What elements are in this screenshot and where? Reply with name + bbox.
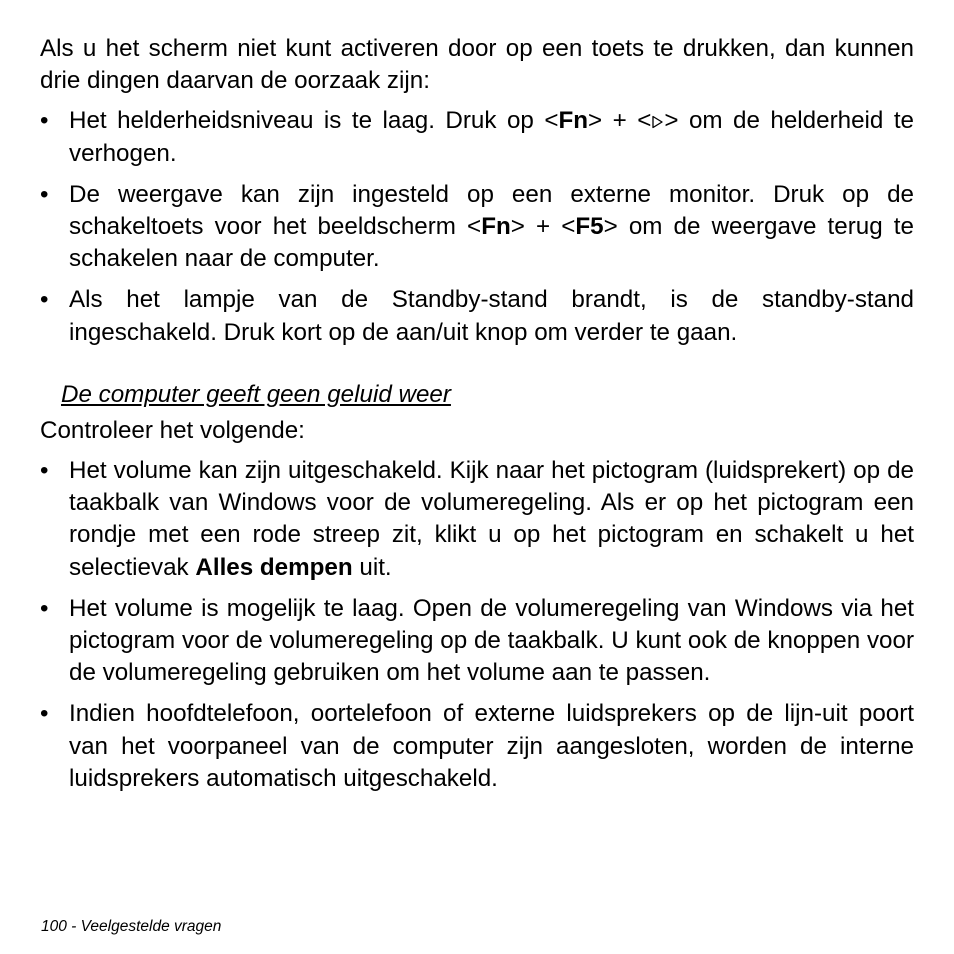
item-text: Als het lampje van de Standby-stand brandt, is de standby-stand ingeschakeld. Druk kort op de aan/uit knop om verder te gaan. <box>69 286 914 346</box>
list-item <box>40 698 914 795</box>
bullet-marker: • <box>40 457 49 485</box>
item-text-before: Het volume kan zijn uitgeschakeld. Kijk naar het pictogram (luidsprekert) op de taakbalk van Windows voor de volumeregeling. Als er op het pictogram een rondje met een rode streep zit, klikt u op het pictogram en schakelt u het selectievak <box>69 457 914 581</box>
bullet-marker: • <box>40 594 49 622</box>
page-footer: 100 - Veelgestelde vragen <box>41 918 222 935</box>
brightness-up-icon <box>651 115 664 129</box>
item-text-before: De weergave kan zijn ingesteld op een externe monitor. Druk op de schakeltoets voor het beeldscherm < <box>69 180 914 241</box>
mute-all-option: Alles dempen <box>195 553 353 581</box>
section-intro: Controleer het volgende: <box>40 416 305 444</box>
item-text: Indien hoofdtelefoon, oortelefoon of externe luidsprekers op de lijn-uit poort van het voorpaneel van de computer zijn aangesloten, worden de interne luidsprekers automatisch uitgeschakeld. <box>69 700 914 792</box>
sound-troubleshoot-list <box>40 455 914 795</box>
item-text-after: > om de helderheid te verhogen. <box>69 107 914 167</box>
key-f5: F5 <box>575 213 604 241</box>
list-item <box>40 105 914 169</box>
key-fn: Fn <box>558 107 589 135</box>
item-text-after: uit. <box>352 553 392 581</box>
page-content <box>40 33 914 804</box>
item-text-after: > om de weergave terug te schakelen naar de computer. <box>69 213 914 273</box>
item-text-before: Het helderheidsniveau is te laag. Druk op < <box>69 107 559 135</box>
key-fn: Fn <box>481 213 511 241</box>
item-text-mid: > + < <box>510 213 576 241</box>
intro-paragraph: Als u het scherm niet kunt activeren door op een toets te drukken, dan kunnen drie dingen daarvan de oorzaak zijn: <box>40 35 914 95</box>
section-heading: De computer geeft geen geluid weer <box>61 380 451 408</box>
list-item <box>40 284 914 348</box>
bullet-marker: • <box>40 107 49 135</box>
list-item <box>40 179 914 276</box>
screen-troubleshoot-list <box>40 105 914 348</box>
bullet-marker: • <box>40 286 49 314</box>
item-text-mid: > + < <box>588 107 652 135</box>
list-item <box>40 455 914 584</box>
bullet-marker: • <box>40 180 49 208</box>
bullet-marker: • <box>40 700 49 728</box>
item-text: Het volume is mogelijk te laag. Open de volumeregeling van Windows via het pictogram voor de volumeregeling op de taakbalk. U kunt ook de knoppen voor de volumeregeling gebruiken om het volume aan te passen. <box>69 594 914 687</box>
list-item <box>40 593 914 690</box>
